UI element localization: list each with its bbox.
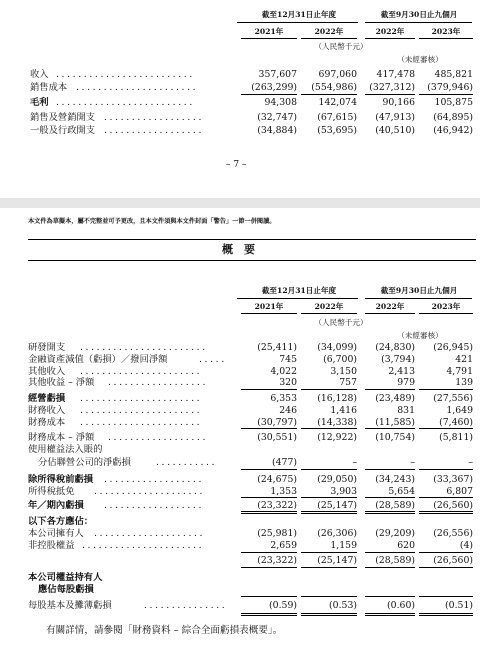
row-label: 年／期內虧損 [28,500,84,511]
subtotal-rule [419,613,473,616]
row-label: 財務成本 – 淨額 [28,432,95,443]
top-year-2022: 2022年 [314,27,344,36]
row-label: 財務收入 [28,405,66,416]
top-year-2023-nine: 2023年 [431,27,461,36]
row-label: 分佔聯營公司的淨虧損 [38,457,131,468]
subtotal-rule [419,552,473,553]
row-label: 使用權益法入賬的 [28,444,103,455]
row-value: 105,875 [434,97,473,108]
row-value: 745 [279,354,297,365]
row-value: (25,147) [317,500,357,511]
row-label: 其他收入 [28,366,66,377]
subtotal-rule [241,613,297,616]
subtotal-rule [419,567,473,568]
row-value: (27,556) [433,393,473,404]
row-value: 4,022 [270,366,297,377]
subtotal-rule [365,567,415,568]
row-value: (23,489) [375,393,415,404]
dot-leader: .................. [108,377,208,388]
subtotal-rule [301,469,357,470]
row-value: 1,159 [330,540,357,551]
row-value: (0.60) [387,600,415,611]
row-value: (0.53) [329,600,357,611]
row-value: (23,322) [257,555,297,566]
subtotal-rule [301,497,357,498]
row-value: (25,147) [317,555,357,566]
top-currency-note: （人民幣千元） [314,42,368,51]
dot-leader: .................. [104,474,204,485]
row-label: 財務成本 [28,417,66,428]
row-value: 90,166 [382,97,415,108]
subtotal-rule [419,428,473,429]
row-value: (263,299) [251,82,297,93]
subtotal-rule [241,428,297,429]
row-value: 620 [397,540,415,551]
top-year-2021: 2021年 [254,27,284,36]
subtotal-rule [241,469,297,470]
row-value: – [352,457,357,468]
subtotal-rule [365,389,415,390]
page-number: – 7 – [226,160,247,170]
row-label: 非控股權益 [28,540,75,551]
row-label: 研發開支 [28,342,66,353]
row-value: (11,585) [375,417,415,428]
row-value: (5,811) [439,432,473,443]
bottom-year-2023-nine: 2023年 [431,302,461,311]
row-value: 3,150 [330,366,357,377]
subtotal-rule [365,613,415,616]
subtotal-rule [365,596,415,597]
row-value: (53,695) [317,125,357,136]
bottom-currency-note: （人民幣千元） [314,318,368,327]
row-value: (29,209) [375,528,415,539]
row-value: (46,942) [433,125,473,136]
bottom-year-2022-nine: 2022年 [375,302,405,311]
row-value: (29,050) [317,474,357,485]
dot-leader: ...................... [80,393,203,404]
dot-leader: ....................... [80,342,208,353]
subtotal-rule [301,567,357,568]
row-value: (0.51) [445,600,473,611]
subtotal-rule [365,497,415,498]
row-value: 320 [279,377,297,388]
row-label: 除所得稅前虧損 [28,474,94,485]
row-label: 毛利 [30,97,49,108]
draft-notice: 本文件為草擬本，屬不完整並可予更改，且本文件須與本文件封面「警告」一節一併閱讀。 [28,218,276,225]
dot-leader: .................... [94,528,206,539]
section-title: 概 要 [222,243,255,256]
row-value: – [468,457,473,468]
row-label: 所得稅抵免 [28,486,75,497]
row-value: 6,353 [270,393,297,404]
row-label: 其他收益 – 淨額 [28,377,95,388]
row-value: (34,099) [317,342,357,353]
row-value: 6,807 [446,486,473,497]
subtotal-rule [301,389,357,390]
subtotal-rule [419,596,473,597]
row-value: (30,797) [257,417,297,428]
dot-leader: ...................... [82,540,205,551]
row-value: (6,700) [323,354,357,365]
row-value: 757 [339,377,357,388]
subtotal-rule [241,389,297,390]
row-value: 831 [397,405,415,416]
row-value: (25,981) [257,528,297,539]
row-value: (33,367) [433,474,473,485]
bottom-group-header-left: 截至12月31日止年度 [261,286,337,295]
bottom-year-2021: 2021年 [254,302,284,311]
dot-leader: .................... [94,486,206,497]
page-separator [0,198,480,208]
dot-leader: .................. [104,500,204,511]
row-value: (25,411) [257,342,297,353]
row-value: (327,312) [369,82,415,93]
top-year-2022-nine: 2022年 [375,27,405,36]
row-value: (23,322) [257,500,297,511]
dot-leader: ............... [144,600,228,611]
subtotal-rule [365,469,415,470]
row-value: (24,830) [375,342,415,353]
row-value: 94,308 [264,97,297,108]
dot-leader: ..... [199,354,227,365]
row-value: (30,551) [257,432,297,443]
row-value: 1,416 [330,405,357,416]
dot-leader: .................. [108,432,208,443]
row-value: (0.59) [269,600,297,611]
subtotal-rule [241,567,297,568]
row-value: (26,560) [433,555,473,566]
row-value: 3,903 [330,486,357,497]
row-value: (26,556) [433,528,473,539]
row-value: (16,128) [317,393,357,404]
row-value: 1,353 [270,486,297,497]
row-label: 每股基本及攤薄虧損 [28,600,112,611]
subtotal-rule [241,511,297,514]
row-value: 2,659 [270,540,297,551]
row-value: (67,615) [317,112,357,123]
row-value: (32,747) [257,112,297,123]
dot-leader: ...................... [80,417,203,428]
row-label: 銷售成本 [30,82,68,93]
row-value: (47,913) [375,112,415,123]
row-value: (26,945) [433,342,473,353]
row-value: (3,794) [381,354,415,365]
row-value: 485,821 [434,69,473,80]
row-value: 5,654 [388,486,415,497]
subtotal-rule [241,497,297,498]
subtotal-rule [419,497,473,498]
row-label: 經營虧損 [28,393,66,404]
row-value: 4,791 [446,366,473,377]
subtotal-rule [365,511,415,514]
subtotal-rule [301,511,357,514]
top-unaudited-note: （未經審核） [397,55,443,64]
row-value: (24,675) [257,474,297,485]
row-value: – [410,457,415,468]
subtotal-rule [365,428,415,429]
row-value: 357,607 [258,69,297,80]
row-value: (10,754) [375,432,415,443]
row-value: 2,413 [388,366,415,377]
row-value: 142,074 [318,97,357,108]
row-label: 本公司擁有人 [28,528,84,539]
dot-leader: ...................... [80,405,203,416]
dot-leader: ........... [156,457,218,468]
row-value: (477) [272,457,297,468]
subtotal-rule [301,613,357,616]
subtotal-rule [301,552,357,553]
row-label: 銷售及營銷開支 [30,112,96,123]
subtotal-rule [241,552,297,553]
subtotal-rule [301,428,357,429]
row-value: (40,510) [375,125,415,136]
row-value: (26,306) [317,528,357,539]
row-value: 139 [455,377,473,388]
row-value: (14,338) [317,417,357,428]
row-value: 246 [279,405,297,416]
subtotal-rule [365,552,415,553]
row-label: 應佔每股虧損 [38,584,94,595]
bottom-year-2022: 2022年 [314,302,344,311]
row-label: 金融資產減值（虧損）／撥回淨額 [28,354,168,365]
subtotal-rule [241,596,297,597]
row-value: 417,478 [376,69,415,80]
row-label: 收入 [30,69,49,80]
row-label: 以下各方應佔： [28,516,94,527]
row-value: (64,895) [433,112,473,123]
subtotal-rule [419,389,473,390]
dot-leader: ...................... [80,366,203,377]
row-value: (4) [459,540,473,551]
row-value: (26,560) [433,500,473,511]
top-group-header-left: 截至12月31日止年度 [261,10,337,19]
bottom-unaudited-note: （未經審核） [397,331,443,340]
top-group-header-right: 截至9月30日止九個月 [380,10,458,19]
row-value: (34,243) [375,474,415,485]
row-value: (379,946) [427,82,473,93]
bottom-group-header-right: 截至9月30日止九個月 [380,286,458,295]
row-value: 697,060 [318,69,357,80]
row-value: 421 [455,354,473,365]
row-value: (28,589) [375,500,415,511]
row-value: (554,986) [311,82,357,93]
row-value: 979 [397,377,415,388]
row-value: (34,884) [257,125,297,136]
subtotal-rule [301,596,357,597]
subtotal-rule [419,469,473,470]
row-value: (12,922) [317,432,357,443]
row-label: 本公司權益持有人 [28,572,103,583]
row-value: (28,589) [375,555,415,566]
row-value: 1,649 [446,405,473,416]
row-value: (7,460) [439,417,473,428]
footer-note: 有關詳情，請參閱「財務資料 – 綜合全面虧損表概要」。 [46,625,283,636]
subtotal-rule [419,511,473,514]
row-label: 一般及行政開支 [30,125,96,136]
